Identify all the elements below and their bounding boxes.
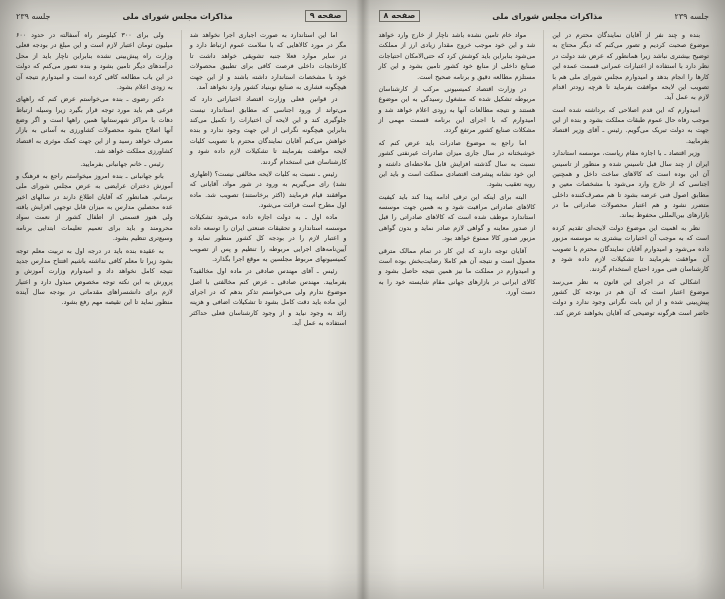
paragraph: مواد خام تامین نشده باشد ناچار از خارج وارد خواهد شد و این خود موجب خروج مقدار زیادی ارز از مملکت می‌شود بنابراین باید کوشش کرد که حتی‌الامکان احتیاجات صنایع داخلی از منابع خود کشور تامین بشود و این کار مستلزم مطالعه دقیق و برنامه صحیح است. [378, 31, 536, 81]
text-column [377, 30, 544, 589]
paragraph: در وزارت اقتصاد کمیسیونی مرکب از کارشناسان مربوطه تشکیل شده که مشغول رسیدگی به این موضوع هستند و نتیجه مطالعات آنها به زودی اعلام خواهد شد و امیدوارم که با اجرای این برنامه قسمت مهمی از مشکلات صنایع کشور مرتفع گردد. [378, 84, 536, 135]
paragraph: وزیر اقتصاد ـ با اجازه مقام ریاست، موسسه استاندارد ایران از چند سال قبل تاسیس شده و منظور از تاسیس آن این بوده است که کالاهای ساخت داخل و همچنین اجناسی که از خارج وارد می‌شود با مشخصات معین و مطابق اصول فنی عرضه بشود تا هم مصرف‌کننده داخلی متضرر نشود و هم اعتبار محصولات صادراتی ما در بازارهای بین‌المللی محفوظ بماند. [552, 149, 709, 220]
text-column [543, 30, 711, 589]
text-column [14, 30, 181, 589]
paragraph: بانو جهانبانی ـ بنده امروز میخواستم راجع به فرهنگ و آموزش دختران عرایضی به عرض مجلس شورای ملی برسانم. همانطور که آقایان اطلاع دارند در سالهای اخیر عده محصلین مدارس به میزان قابل توجهی افزایش یافته ولی هنوز قسمتی از اطفال کشور از نعمت سواد محرومند و باید برای تعمیم تعلیمات ابتدایی برنامه وسیع‌تری تنظیم بشود. [16, 171, 173, 243]
paragraph: نظر به اهمیت این موضوع دولت لایحه‌ای تقدیم کرده است که به موجب آن اختیارات بیشتری به موسسه مزبور داده می‌شود و امیدوارم آقایان نمایندگان محترم با تصویب آن موافقت بفرمایند تا تشکیلات لازم داده شود و کارشناسان فنی مورد احتیاج استخدام گردند. [552, 223, 709, 274]
session-label: جلسه ۲۳۹ [16, 11, 51, 21]
paragraph: ماده اول ـ به دولت اجازه داده می‌شود تشکیلات موسسه استاندارد و تحقیقات صنعتی ایران را توسعه داده و اعتبار لازم را در بودجه کل کشور منظور نماید و آیین‌نامه‌های اجرایی مربوطه را تنظیم و پس از تصویب کمیسیونهای مربوط مجلسین به موقع اجرا بگذارد. [189, 213, 347, 263]
proceedings-title: مذاکرات مجلس شورای ملی [492, 11, 603, 21]
paragraph: رئیس ـ نسبت به کلیات لایحه مخالفی نیست؟ (اظهاری نشد) رای می‌گیریم به ورود در شور مواد، آقایانی که موافقند قیام فرمایند (اکثر برخاستند) تصویب شد. ماده اول مطرح است قرائت می‌شود. [189, 169, 347, 209]
paragraph: رئیس ـ آقای مهندس صادقی در ماده اول مخالفید؟ بفرمایید. مهندس صادقی ـ عرض کنم مخالفتی با اصل موضوع ندارم ولی می‌خواستم تذکر بدهم که در اجرای این ماده باید دقت کامل بشود تا تشکیلات اضافی و هزینه زائد به وجود نیاید و از وجود کارشناسان فعلی حداکثر استفاده به عمل آید. [189, 267, 347, 328]
paragraph: البته برای اینکه این ترقی ادامه پیدا کند باید کیفیت کالاهای صادراتی مراقبت شود و به همین جهت موسسه استاندارد موظف شده است که کالاهای صادراتی را قبل از صدور معاینه و گواهی لازم صادر نماید و بدون گواهی مزبور صدور کالا ممنوع خواهد بود. [378, 192, 536, 243]
paragraph: امیدوارم که این قدم اصلاحی که برداشته شده است موجب رفاه حال عموم طبقات مملکت بشود و بنده از این جهت به دولت تبریک می‌گویم. رئیس ـ آقای وزیر اقتصاد بفرمایید. [552, 105, 709, 145]
paragraph: بنده و چند نفر از آقایان نمایندگان محترم در این موضوع صحبت کردیم و تصور می‌کنم که دیگر محتاج به توضیح بیشتری نباشد زیرا همانطور که عرض شد دولت در نظر دارد با استفاده از اعتبارات عمرانی قسمت عمده این کارها را انجام بدهد و امیدوارم مجلس شورای ملی هم با تصویب این لایحه موافقت بفرماید تا هرچه زودتر اقدام لازم به عمل آید. [552, 31, 709, 102]
paragraph: به عقیده بنده باید در درجه اول به تربیت معلم توجه بشود زیرا تا معلم کافی نداشته باشیم افتتاح مدارس جدید نتیجه کامل نخواهد داد و امیدوارم وزارت آموزش و پرورش به این نکته توجه مخصوص مبذول دارد و اعتبار لازم برای دانشسراهای مقدماتی در بودجه سال آینده منظور نماید تا این نقیصه مهم رفع بشود. [16, 246, 173, 307]
page-header [377, 8, 712, 26]
paragraph: دکتر رضوی ـ بنده می‌خواستم عرض کنم که راههای فرعی هم باید مورد توجه قرار بگیرد زیرا وسیله ارتباط دهات با مراکز شهرستانها همین راهها است و اگر وضع آنها اصلاح بشود محصولات کشاورزی به آسانی به بازار مصرف خواهد رسید و از این جهت کمک موثری به اقتصاد کشاورزی مملکت خواهد شد. [16, 95, 173, 156]
paragraph: آقایان توجه دارند که این کار در تمام ممالک مترقی معمول است و نتیجه آن هم کاملا رضایت‌بخش بوده است و امیدوارم در مملکت ما نیز همین نتیجه حاصل بشود و کالای ایرانی در بازارهای جهانی مقام شایسته خود را به دست آورد. [378, 246, 536, 296]
text-column [181, 30, 349, 589]
page-number: صفحه ۸ [379, 10, 421, 22]
paragraph: ولی برای ۳۰۰ کیلومتر راه آسفالته در حدود ۶۰۰ میلیون تومان اعتبار لازم است و این مبلغ در بودجه فعلی وزارت راه پیش‌بینی نشده بنابراین ناچار باید از محل درآمدهای دیگر تامین بشود و بنده تصور می‌کنم که دولت در این باب مطالعه کافی کرده است و امیدوارم نتیجه آن به زودی اعلام بشود. [16, 31, 173, 91]
page-number: صفحه ۹ [305, 10, 347, 22]
paragraph: رئیس ـ خانم جهانبانی بفرمایید. [80, 159, 164, 168]
page-right [363, 0, 725, 599]
paragraph: اما راجع به موضوع صادرات باید عرض کنم که خوشبختانه در سال جاری میزان صادرات غیرنفتی کشور نسبت به سال گذشته افزایش قابل ملاحظه‌ای داشته و این خود نشانه پیشرفت اقتصادی مملکت است و باید این رویه تعقیب بشود. [378, 138, 536, 189]
paragraph: اما این استاندارد به صورت اجباری اجرا نخواهد شد مگر در مورد کالاهایی که با سلامت عموم ارتباط دارد و در سایر موارد فعلا جنبه تشویقی خواهد داشت تا کارخانجات داخلی فرصت کافی برای تطبیق محصولات خود با مشخصات استاندارد داشته باشند و از این جهت هیچگونه فشاری به صنایع نوبنیاد کشور وارد نخواهد آمد. [189, 31, 347, 91]
paragraph: در قوانین فعلی وزارت اقتصاد اختیاراتی دارد که می‌تواند از ورود اجناسی که مطابق استاندارد نیست جلوگیری کند و این لایحه آن اختیارات را تکمیل می‌کند بنابراین هیچگونه نگرانی از این جهت وجود ندارد و بنده خواهش می‌کنم آقایان نمایندگان محترم با تصویب کلیات لایحه موافقت بفرمایند تا تشکیلات لازم داده شود و کارشناسان فنی استخدام گردند. [189, 95, 347, 166]
session-label: جلسه ۲۳۹ [674, 11, 709, 21]
page-columns [14, 30, 349, 589]
proceedings-title: مذاکرات مجلس شورای ملی [122, 11, 233, 21]
page-columns [377, 30, 712, 589]
page-header [14, 8, 349, 26]
paragraph: اشکالی که در اجرای این قانون به نظر می‌رسد موضوع اعتبار است که آن هم در بودجه کل کشور پیش‌بینی شده و از این بابت نگرانی وجود ندارد و دولت حاضر است هرگونه توضیحی که آقایان بخواهند عرض کند. [552, 277, 709, 317]
